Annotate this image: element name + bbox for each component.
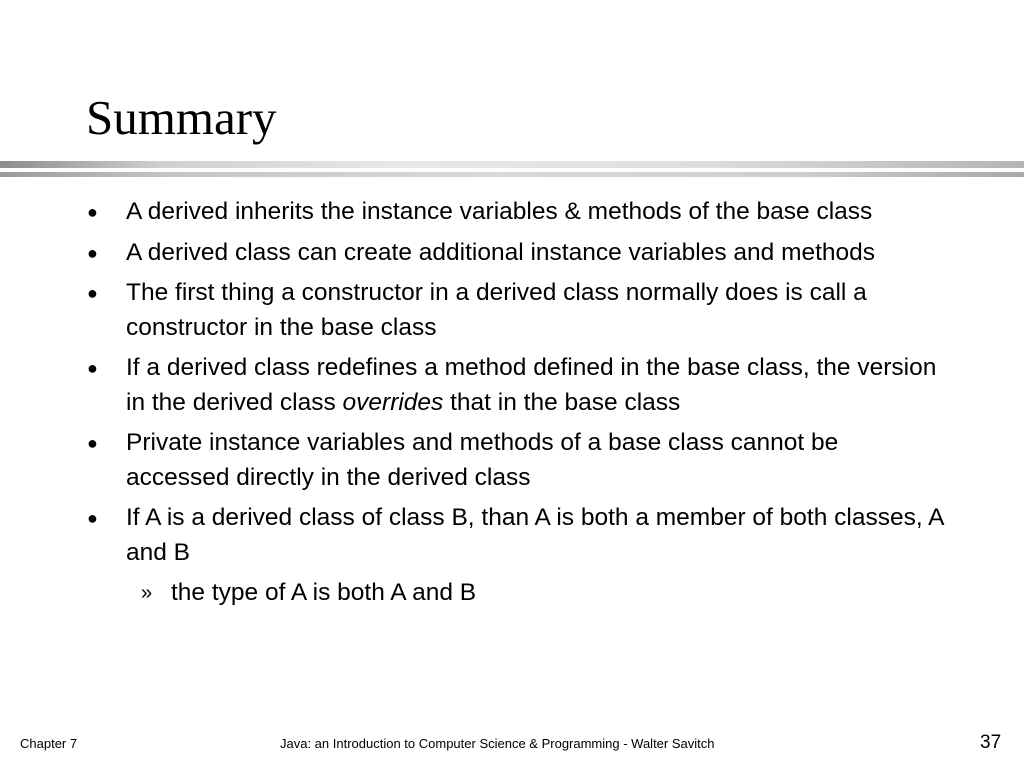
bullet-text: [126, 354, 936, 416]
bullet-icon: ●: [87, 358, 98, 378]
sub-bullet-item: [0, 576, 1024, 611]
slide-title: Summary: [86, 90, 277, 145]
bullet-icon: ●: [87, 433, 98, 453]
bullet-item: [0, 351, 1024, 420]
bullet-item: [0, 426, 1024, 495]
bullet-item: [0, 276, 1024, 345]
bullet-icon: ●: [87, 283, 98, 303]
footer-chapter: Chapter 7: [20, 736, 78, 751]
bullet-list: [0, 195, 1024, 611]
sub-bullet-icon: »: [141, 582, 153, 604]
bullet-text: If A is a derived class of class B, than A is both a member of both classes, A and B: [126, 504, 944, 566]
bullet-text: Private instance variables and methods of a base class cannot be accessed directly in the derived class: [126, 429, 839, 491]
sub-bullet-text: the type of A is both A and B: [171, 579, 477, 606]
bullet-text: A derived class can create additional instance variables and methods: [126, 238, 876, 266]
footer-book-title: Java: an Introduction to Computer Science & Programming - Walter Savitch: [280, 736, 715, 751]
bullet-text-emphasis: overrides: [342, 388, 444, 416]
bullet-item: [0, 236, 1024, 271]
footer-page-number: 37: [980, 732, 1002, 753]
bullet-icon: ●: [87, 508, 98, 528]
bullet-text: The first thing a constructor in a derived class normally does is call a constructor in the base class: [126, 279, 867, 341]
bullet-icon: ●: [87, 242, 98, 263]
bullet-text-before: If a derived class redefines a method defined in the base class, the version in the derived class: [126, 354, 937, 416]
bullet-icon: ●: [87, 202, 98, 222]
bullet-item: [0, 501, 1024, 570]
bullet-item: [0, 195, 1024, 230]
bullet-text-after: that in the base class: [443, 388, 681, 416]
title-divider-top: [0, 161, 1024, 168]
title-divider-bottom: [0, 172, 1024, 177]
bullet-text: A derived inherits the instance variables & methods of the base class: [126, 198, 873, 225]
